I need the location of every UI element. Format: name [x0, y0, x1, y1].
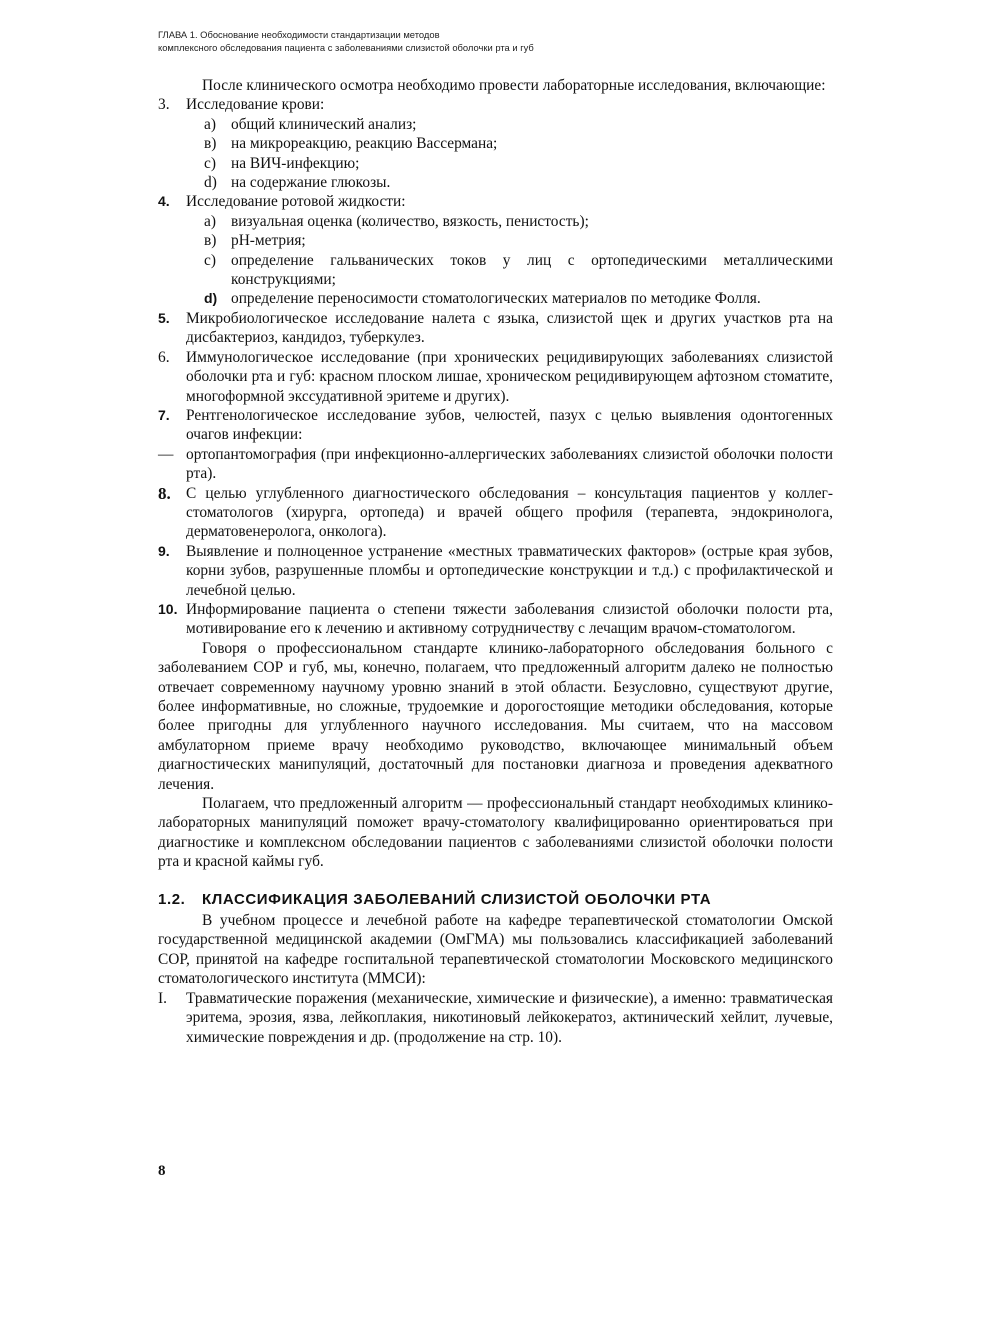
list-item-text: Информирование пациента о степени тяжести заболевания слизистой оболочки полости рта, мотивирование его к лечению и активному сотрудничеству с лечащим врачом-стоматологом.: [186, 600, 833, 638]
list-marker: 6.: [158, 348, 170, 366]
body-paragraph-1: Говоря о профессиональном стандарте клинико-лабораторного обследования больного с заболеванием СОР и губ, мы, конечно, полагаем, что предложенный алгоритм далеко не полностью отвечает современному научному уровню знаний в этой области. Безусловно, существуют другие, более информативные, но сложные, трудоемкие и дорогостоящие методики обследования, которые более пригодны для углубленного научного исследования. Мы считаем, что на массовом амбулаторном приеме врачу необходимо руководство, включающее минимальный объем диагностических манипуляций, достаточный для постановки диагноза и проведения адекватного лечения.: [158, 639, 833, 793]
sublist-marker: а): [204, 212, 216, 230]
list-item-text: Иммунологическое исследование (при хронических рецидивирующих заболеваниях слизистой оболочки рта и губ: красном плоском лишае, хроническом рецидивирующем афтозном стоматите, многоформной экссудативной эритеме и других).: [186, 348, 833, 405]
sublist-item-text: общий клинический анализ;: [231, 115, 417, 133]
list-marker: 8.: [158, 483, 171, 503]
classification-item-text: Травматические поражения (механические, химические и физические), а именно: травматическая эритема, эрозия, язва, лейкоплакия, никотиновый лейкокератоз, актинический хейлит, лучевые, химические повреждения и др. (продолжение на стр. 10).: [186, 989, 833, 1046]
list-item-dash: [158, 445, 833, 484]
sublist-marker: d): [204, 290, 218, 307]
page-content: [158, 76, 833, 1047]
section-heading: [158, 890, 833, 909]
list-item-10: [158, 600, 833, 639]
sublist-item-text: на ВИЧ-инфекцию;: [231, 154, 360, 172]
list-item-7: [158, 406, 833, 445]
list-item-text: Рентгенологическое исследование зубов, челюстей, пазух с целью выявления одонтогенных очагов инфекции:: [186, 406, 833, 444]
sublist-item-text: pH-метрия;: [231, 232, 306, 250]
list-marker: 7.: [158, 406, 170, 423]
list-marker: 5.: [158, 309, 170, 326]
sublist-item: [158, 231, 833, 250]
page-number: 8: [158, 1163, 166, 1179]
dash-marker: —: [158, 445, 174, 463]
list-item-text: Микробиологическое исследование налета с языка, слизистой щек и других участков рта на дисбактериоз, кандидоз, туберкулез.: [186, 309, 833, 347]
body-paragraph-2: Полагаем, что предложенный алгоритм — профессиональный стандарт необходимых клинико-лабораторных манипуляций поможет врачу-стоматологу квалифицированно ориентироваться при диагностике и комплексном обследовании пациентов с заболеваниями слизистой оболочки полости рта и красной каймы губ.: [158, 795, 833, 871]
list-item-text: ортопантомография (при инфекционно-аллергических заболеваниях слизистой оболочки полости рта).: [186, 445, 833, 483]
sublist-item: [158, 134, 833, 153]
list-item-8: [158, 484, 833, 542]
list-marker: 4.: [158, 193, 170, 210]
list-marker: 10.: [158, 600, 178, 617]
list-marker: 9.: [158, 542, 170, 559]
section-title: КЛАССИФИКАЦИЯ ЗАБОЛЕВАНИЙ СЛИЗИСТОЙ ОБОЛОЧКИ РТА: [202, 890, 712, 908]
sublist-marker: в): [204, 232, 217, 250]
list-marker: 3.: [158, 96, 170, 114]
sublist-item-text: на содержание глюкозы.: [231, 174, 391, 192]
sublist-item: [158, 289, 833, 308]
sublist-item: [158, 212, 833, 231]
list-item-3: [158, 95, 833, 114]
intro-paragraph: После клинического осмотра необходимо провести лабораторные исследования, включающие:: [202, 77, 826, 94]
sublist-marker: d): [204, 174, 217, 192]
running-head-line-2: комплексного обследования пациента с заболеваниями слизистой оболочки рта и губ: [158, 42, 534, 53]
list-item-text: Исследование крови:: [186, 96, 325, 114]
running-head: [158, 28, 838, 54]
sublist-marker: а): [204, 115, 216, 133]
sublist-item: [158, 115, 833, 134]
list-item-6: [158, 348, 833, 406]
list-item-text: С целью углубленного диагностического обследования – консультация пациентов у коллег-стоматологов (хирурга, ортопеда) и врачей общего профиля (терапевта, эндокринолога, дерматовенеролога, онколога).: [186, 484, 833, 541]
running-head-line-1: ГЛАВА 1. Обоснование необходимости стандартизации методов: [158, 29, 440, 40]
sublist-item-text: определение переносимости стоматологических материалов по методике Фолля.: [231, 290, 761, 308]
list-item-4: [158, 192, 833, 211]
sublist-item: [158, 251, 833, 290]
body-paragraph-3: В учебном процессе и лечебной работе на кафедре терапевтической стоматологии Омской государственной медицинской академии (ОмГМА) мы пользовались классификацией заболеваний СОР, принятой на кафедре госпитальной терапевтической стоматологии Московского медицинского стоматологического института (ММСИ):: [158, 912, 833, 988]
sublist-marker: c): [204, 251, 216, 269]
list-item-text: Выявление и полноценное устранение «местных травматических факторов» (острые края зубов, корни зубов, разрушенные пломбы и ортопедические конструкции и т.д.) с профилактической и лечебной целью.: [186, 542, 833, 599]
list-item-9: [158, 542, 833, 600]
classification-item-1: [158, 989, 833, 1047]
sublist-item-text: визуальная оценка (количество, вязкость, пенистость);: [231, 212, 589, 230]
roman-marker: I.: [158, 989, 167, 1007]
sublist-marker: в): [204, 135, 217, 153]
list-item-5: [158, 309, 833, 348]
list-item-text: Исследование ротовой жидкости:: [186, 193, 406, 211]
sublist-item: [158, 154, 833, 173]
section-number: 1.2.: [158, 890, 186, 908]
sublist-item-text: определение гальванических токов у лиц с ортопедическими металлическими конструкциями;: [231, 251, 833, 289]
sublist-item-text: на микрореакцию, реакцию Вассермана;: [231, 135, 498, 153]
sublist-item: [158, 173, 833, 192]
sublist-marker: c): [204, 154, 216, 172]
